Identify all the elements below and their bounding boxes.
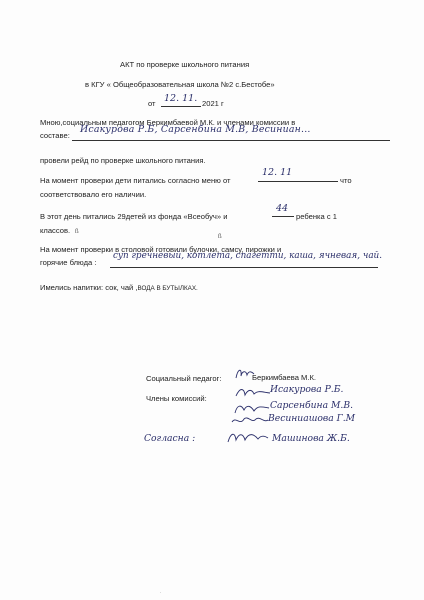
date-year: 2021 г xyxy=(202,99,224,108)
date-prefix: от xyxy=(148,99,156,108)
handwritten-child-count: 44 xyxy=(276,203,289,214)
handwritten-menu-date: 12. 11 xyxy=(262,167,293,178)
hot-dishes-label: горячие блюда : xyxy=(40,258,97,267)
composition-underline xyxy=(72,140,390,141)
composition-label: составе: xyxy=(40,131,70,140)
scan-mark: ß xyxy=(218,234,222,240)
handwritten-member-2: Сарсенбина М.В. xyxy=(270,400,353,411)
menu-line-1: На момент проверки дети питались согласно меню от xyxy=(40,176,231,185)
drinks-text: Имелись напитки: сок, чай , xyxy=(40,283,138,292)
meals-line-1-suffix: ребенка с 1 xyxy=(296,212,337,221)
member-3-signature xyxy=(230,414,270,428)
member-1-signature xyxy=(234,386,274,400)
commission-members-label: Члены комиссий: xyxy=(146,394,207,403)
menu-date-underline xyxy=(258,181,338,182)
scan-speck: · xyxy=(160,590,162,595)
child-count-underline xyxy=(272,216,294,217)
agreed-signature xyxy=(226,430,270,446)
date-underline xyxy=(161,106,201,107)
social-pedagogue-name: Беркимбаева М.К. xyxy=(252,373,317,382)
kitchen-line-1: На момент проверки в столовой готовили булочки, самсу, пирожки и xyxy=(40,245,282,254)
handwritten-agreed-label: Согласна : xyxy=(144,433,196,444)
meals-line-2: классов. xyxy=(40,226,71,235)
handwritten-member-3: Весиниашова Г.М xyxy=(268,413,356,424)
scan-mark: ß xyxy=(75,229,79,235)
organization-line: в КГУ « Общеобразовательная школа №2 с.Бестобе» xyxy=(85,80,275,89)
social-pedagogue-label: Социальный педагог: xyxy=(146,374,222,383)
handwritten-member-1: Исакурова Р.Б. xyxy=(270,384,344,395)
meals-line-1: В этот день питались 29детей из фонда «Всеобуч» и xyxy=(40,212,228,221)
handwritten-dishes: суп гречневый, котлета, спагетти, каша, ячневая, чай. xyxy=(113,251,383,261)
intro-line-3: провели рейд по проверке школьного питания. xyxy=(40,156,206,165)
handwritten-agreed-name: Машинова Ж.Б. xyxy=(272,433,350,444)
document-title: АКТ по проверке школьного питания xyxy=(120,60,250,69)
intro-line-1: Мною,социальным педагогом Беркимбаевой М.К. и членами комиссии в xyxy=(40,118,296,127)
drinks-text-small: ВОДА В БУТЫЛКАХ. xyxy=(137,285,198,292)
drinks-line xyxy=(40,283,198,293)
menu-line-2: соответствовало его наличии. xyxy=(40,190,147,199)
menu-line-1-suffix: что xyxy=(340,176,352,185)
handwritten-commission-members: Исакурова Р.Б, Сарсенбина М.В, Весиниан... xyxy=(80,124,311,135)
handwritten-date: 12. 11. xyxy=(164,93,198,104)
dishes-underline xyxy=(110,267,378,268)
